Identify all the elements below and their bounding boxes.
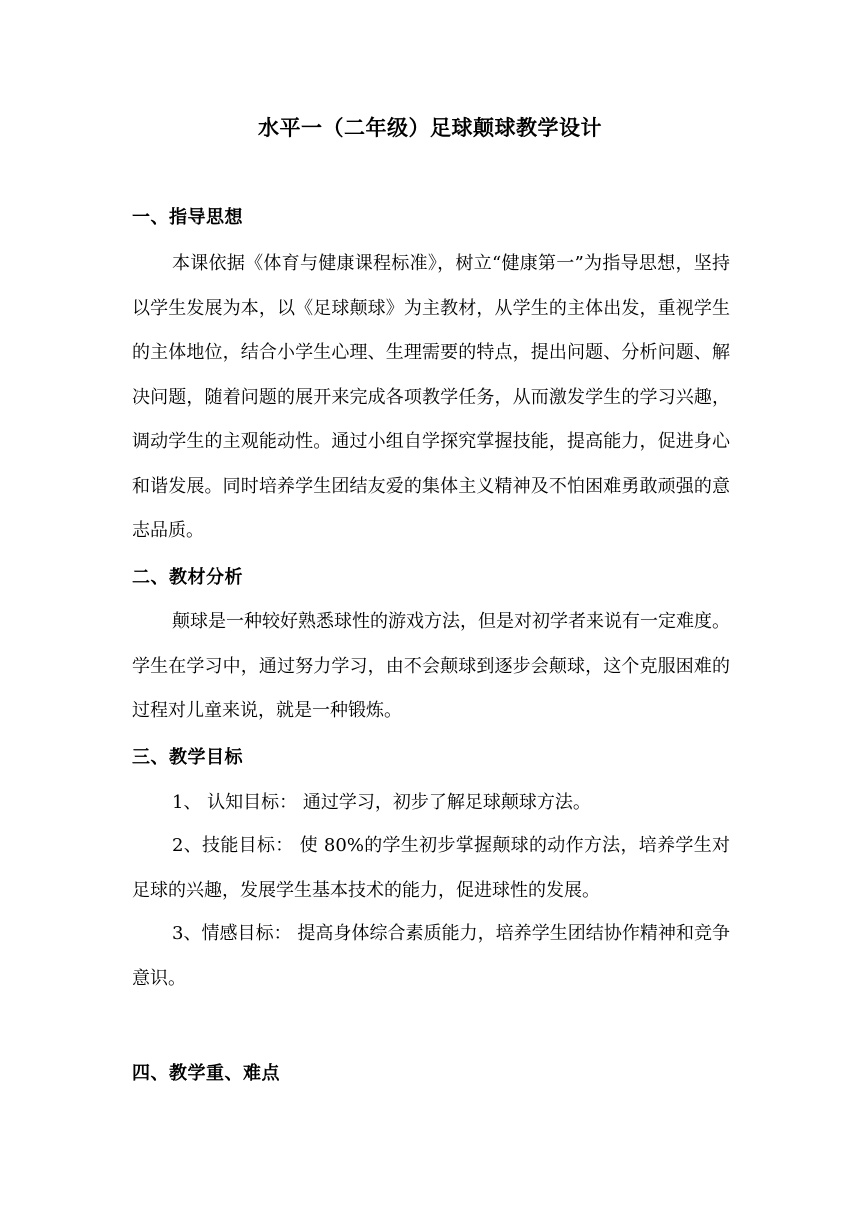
section-heading-guiding-thought: 一、指导思想	[132, 207, 243, 228]
paragraph-guiding-thought: 本课依据《体育与健康课程标准》，树立“健康第一”为指导思想，坚持以学生发展为本，以《足球颠球》为主教材，从学生的主体出发，重视学生的主体地位，结合小学生心理、生理需要的特点，提出问题、分析问题、解决问题，随着问题的展开来完成各项教学任务，从而激发学生的学习兴趣，调动学生的主观能动性。通过小组自学探究掌握技能，提高能力，促进身心和谐发展。同时培养学生团结友爱的集体主义精神及不怕困难勇敢顽强的意志品质。	[132, 253, 730, 541]
paragraph-material-analysis: 颠球是一种较好熟悉球性的游戏方法，但是对初学者来说有一定难度。学生在学习中，通过努力学习，由不会颠球到逐步会颠球，这个克服困难的过程对儿童来说，就是一种锻炼。	[132, 611, 730, 721]
section-heading-key-points: 四、教学重、难点	[132, 1063, 280, 1084]
goal-item-skill: 2、技能目标： 使 80%的学生初步掌握颠球的动作方法，培养学生对足球的兴趣，发展学生基本技术的能力，促进球性的发展。	[132, 835, 730, 901]
section-heading-material-analysis: 二、教材分析	[132, 567, 243, 588]
goal-item-emotional: 3、情感目标： 提高身体综合素质能力，培养学生团结协作精神和竞争意识。	[132, 923, 730, 989]
document-title: 水平一（二年级）足球颠球教学设计	[258, 115, 602, 140]
goal-item-cognitive: 1、 认知目标： 通过学习，初步了解足球颠球方法。	[172, 792, 591, 813]
section-heading-teaching-goals: 三、教学目标	[132, 747, 243, 768]
